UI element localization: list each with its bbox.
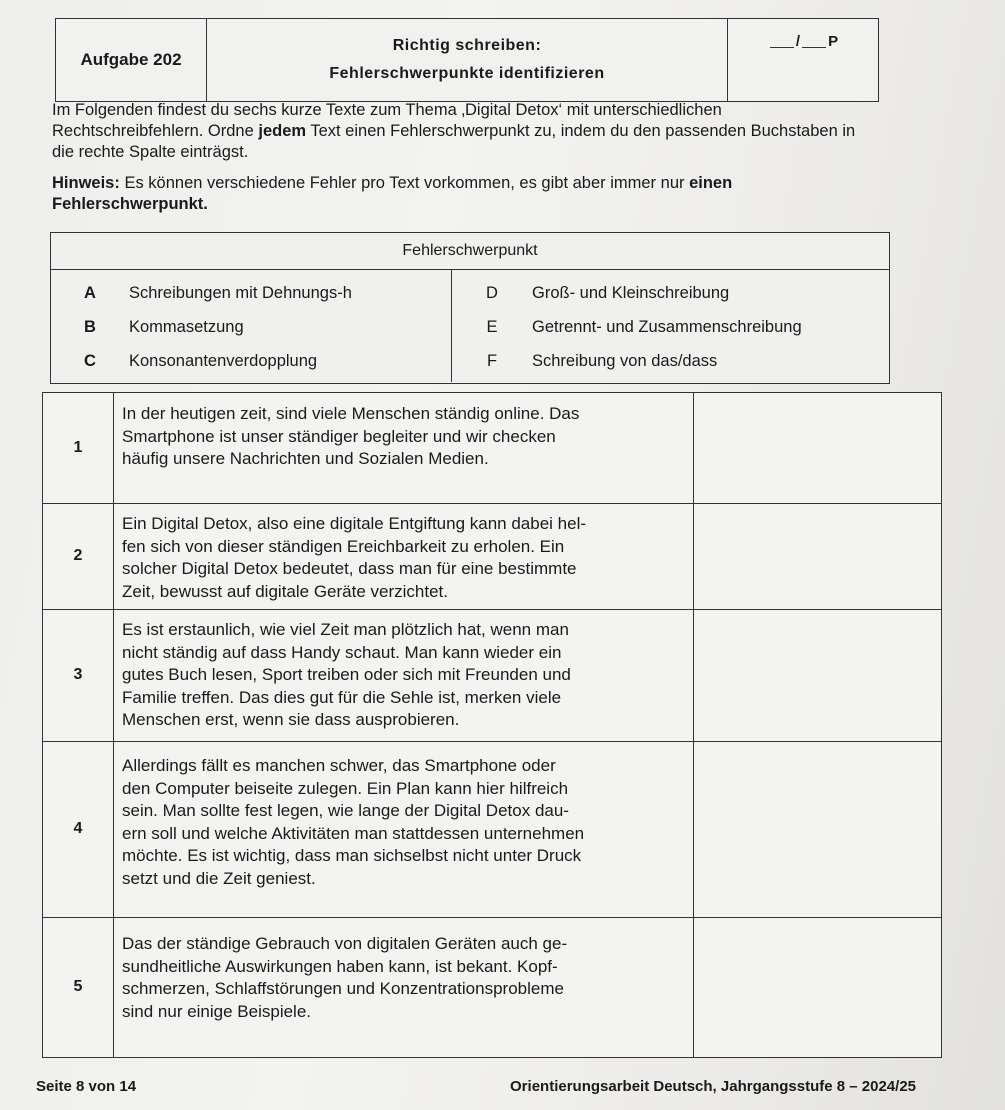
text-line: schmerzen, Schlaffstörungen und Konzentrationsprobleme xyxy=(122,979,564,998)
text-line: Familie treffen. Das dies gut für die Sehle ist, merken viele xyxy=(122,687,562,707)
task-title-line2: Fehlerschwerpunkte identifizieren xyxy=(329,65,605,82)
text-line: solcher Digital Detox bedeutet, dass man für eine bestimmte xyxy=(122,559,577,578)
category-label: Groß- und Kleinschreibung xyxy=(532,283,730,302)
text-line: Menschen erst, wenn sie dass ausprobieren. xyxy=(122,710,460,729)
text-number: 1 xyxy=(43,393,114,503)
text-line: setzt und die Zeit geniest. xyxy=(122,868,316,888)
text-line: sein. Man sollte fest legen, wie lange der Digital Detox dau- xyxy=(122,801,569,820)
text-line: Smartphone ist unser ständiger begleiter und wir checken xyxy=(122,426,556,446)
error-category-f xyxy=(452,344,889,378)
answer-cell[interactable] xyxy=(694,917,941,1057)
page-number: Seite 8 von 14 xyxy=(36,1078,137,1095)
hint-label: Hinweis: xyxy=(52,174,120,192)
text-number: 5 xyxy=(43,917,114,1057)
document-title: Orientierungsarbeit Deutsch, Jahrgangsstufe 8 – 2024/25 xyxy=(510,1078,916,1095)
category-letter: A xyxy=(84,283,96,302)
text-line: gutes Buch lesen, Sport treiben oder sich mit Freunden und xyxy=(122,665,571,684)
text-line: Das der ständige Gebrauch von digitalen Geräten auch ge- xyxy=(122,934,568,953)
category-letter: F xyxy=(486,351,498,370)
error-category-column-left xyxy=(51,270,452,382)
text-line: Zeit, bewusst auf digitale Geräte verzichtet. xyxy=(122,581,448,601)
answer-cell[interactable] xyxy=(694,609,941,741)
text-line: sundheitliche Auswirkungen haben kann, ist bekant. Kopf- xyxy=(122,956,558,976)
answer-cell[interactable] xyxy=(694,393,941,503)
text-content xyxy=(114,393,694,503)
page-footer xyxy=(36,1078,916,1095)
text-line: häufig unsere Nachrichten und Sozialen Medien. xyxy=(122,449,489,468)
error-category-title: Fehlerschwerpunkt xyxy=(51,233,889,270)
hint-text: Es können verschiedene Fehler pro Text vorkommen, es gibt aber immer nur xyxy=(119,174,690,192)
instructions-emphasis: jedem xyxy=(258,122,307,140)
error-category-c xyxy=(51,344,451,378)
hint-paragraph xyxy=(52,173,872,215)
error-category-d xyxy=(452,276,889,310)
text-line: nicht ständig auf dass Handy schaut. Man kann wieder ein xyxy=(122,642,562,662)
category-label: Konsonantenverdopplung xyxy=(129,351,318,370)
instructions-paragraph xyxy=(52,100,872,163)
error-category-column-right xyxy=(452,270,889,382)
instructions-text-end: Text einen Fehlerschwerpunkt zu, indem du den passenden Buchstaben in die rechte Spalte einträgst. xyxy=(52,122,856,161)
table-row xyxy=(43,503,941,610)
error-category-table xyxy=(50,232,890,384)
points-separator: / xyxy=(795,33,801,50)
category-label: Getrennt- und Zusammenschreibung xyxy=(532,317,802,336)
text-line: den Computer beiseite zulegen. Ein Plan kann hier hilfreich xyxy=(122,778,569,798)
text-line: Es ist erstaunlich, wie viel Zeit man plötzlich hat, wenn man xyxy=(122,620,569,639)
error-category-b xyxy=(51,310,451,344)
instructions xyxy=(52,100,872,225)
task-header xyxy=(55,18,879,102)
error-category-a xyxy=(51,276,451,310)
answer-cell[interactable] xyxy=(694,503,941,609)
text-table xyxy=(42,392,942,1058)
text-content xyxy=(114,917,694,1057)
text-line: Allerdings fällt es manchen schwer, das Smartphone oder xyxy=(122,756,556,775)
text-line: In der heutigen zeit, sind viele Menschen ständig online. Das xyxy=(122,404,580,423)
text-line: fen sich von dieser ständigen Ereichbarkeit zu erholen. Ein xyxy=(122,536,565,556)
text-line: sind nur einige Beispiele. xyxy=(122,1001,312,1021)
category-letter: C xyxy=(84,351,96,370)
text-number: 3 xyxy=(43,609,114,741)
table-row xyxy=(43,393,941,504)
category-letter: E xyxy=(486,317,498,336)
points-unit: P xyxy=(828,33,839,50)
category-label: Schreibungen mit Dehnungs-h xyxy=(129,283,352,302)
text-number: 2 xyxy=(43,503,114,609)
category-letter: B xyxy=(84,317,96,336)
points-max-blank xyxy=(802,33,826,48)
text-content xyxy=(114,503,694,609)
text-line: ern soll und welche Aktivitäten man stattdessen unternehmen xyxy=(122,823,585,843)
text-content xyxy=(114,741,694,917)
task-number: Aufgabe 202 xyxy=(56,19,207,101)
text-line: möchte. Es ist wichtig, dass man sichselbst nicht unter Druck xyxy=(122,846,582,865)
table-row xyxy=(43,917,941,1057)
hint-emphasis: einen Fehlerschwerpunkt. xyxy=(52,174,733,213)
instructions-text: Im Folgenden findest du sechs kurze Texte zum Thema ‚Digital Detox‘ mit unterschiedlichen Rechtschreibfehlern. Ordne xyxy=(52,101,722,140)
category-letter: D xyxy=(486,283,498,302)
points-blank[interactable] xyxy=(770,33,794,48)
text-content xyxy=(114,609,694,741)
task-title xyxy=(207,19,728,101)
answer-cell[interactable] xyxy=(694,741,941,917)
error-category-e xyxy=(452,310,889,344)
table-row xyxy=(43,741,941,918)
table-row xyxy=(43,609,941,742)
category-label: Kommasetzung xyxy=(129,317,244,336)
text-line: Ein Digital Detox, also eine digitale Entgiftung kann dabei hel- xyxy=(122,514,587,533)
category-label: Schreibung von das/dass xyxy=(532,351,718,370)
points-field[interactable] xyxy=(728,19,878,101)
task-title-line1: Richtig schreiben: xyxy=(392,37,542,54)
text-number: 4 xyxy=(43,741,114,917)
